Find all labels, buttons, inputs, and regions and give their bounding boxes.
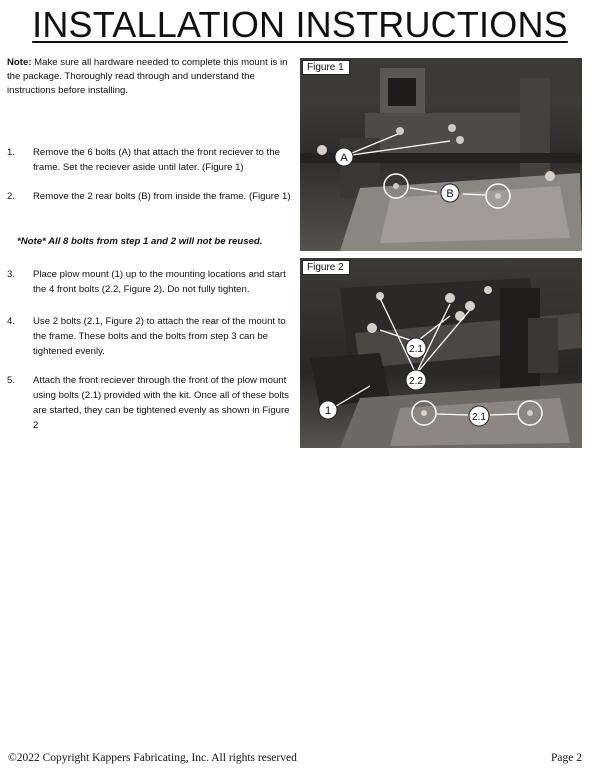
figure-2-callout-1: 1 (324, 405, 332, 417)
figure-2-callout-2-1: 2.1 (409, 344, 423, 355)
page-title: INSTALLATION INSTRUCTIONS (32, 4, 568, 45)
step-number: 1. (7, 147, 16, 158)
figure-1-callout-a: A (340, 152, 348, 164)
figure-2-photo (300, 258, 582, 448)
figure-2-callout-2-2: 2.2 (409, 376, 423, 387)
step-number: 3. (7, 269, 16, 280)
note-paragraph (7, 56, 292, 98)
step-text: Remove the 6 bolts (A) that attach the front reciever to the frame. Set the reciever aside until later. (Figure 1) (33, 147, 280, 173)
figure-2-illustration (300, 258, 582, 448)
step-text: Use 2 bolts (2.1, Figure 2) to attach the rear of the mount to the frame. These bolts and the bolts from step 3 can be tightened evenly. (33, 316, 286, 357)
note-text: Make sure all hardware needed to complete this mount is in the package. Thoroughly read through and understand the instructions before installing. (7, 57, 288, 96)
step-number: 4. (7, 316, 16, 327)
step-text: Remove the 2 rear bolts (B) from inside the frame. (Figure 1) (33, 191, 291, 202)
footer-page-number: Page 2 (551, 752, 582, 764)
figure-2-label: Figure 2 (302, 260, 350, 275)
figure-2-callout-2-1-lower: 2.1 (472, 412, 486, 423)
reuse-warning: *Note* All 8 bolts from step 1 and 2 will not be reused. (17, 236, 263, 247)
footer-copyright: ©2022 Copyright Kappers Fabricating, Inc. All rights reserved (8, 752, 297, 764)
figure-1-callout-b: B (446, 188, 454, 200)
step-number: 2. (7, 191, 16, 202)
note-label: Note: (7, 57, 32, 68)
figure-1-label: Figure 1 (302, 60, 350, 75)
figure-1-photo (300, 58, 582, 251)
figure-1-illustration (300, 58, 582, 251)
step-number: 5. (7, 375, 16, 386)
step-text: Place plow mount (1) up to the mounting locations and start the 4 front bolts (2.2, Figure 2). Do not fully tighten. (33, 269, 286, 295)
step-text: Attach the front reciever through the front of the plow mount using bolts (2.1) provided with the kit. Once all of these bolts are started, they can be tightened evenly as shown in Figure 2 (33, 375, 290, 431)
